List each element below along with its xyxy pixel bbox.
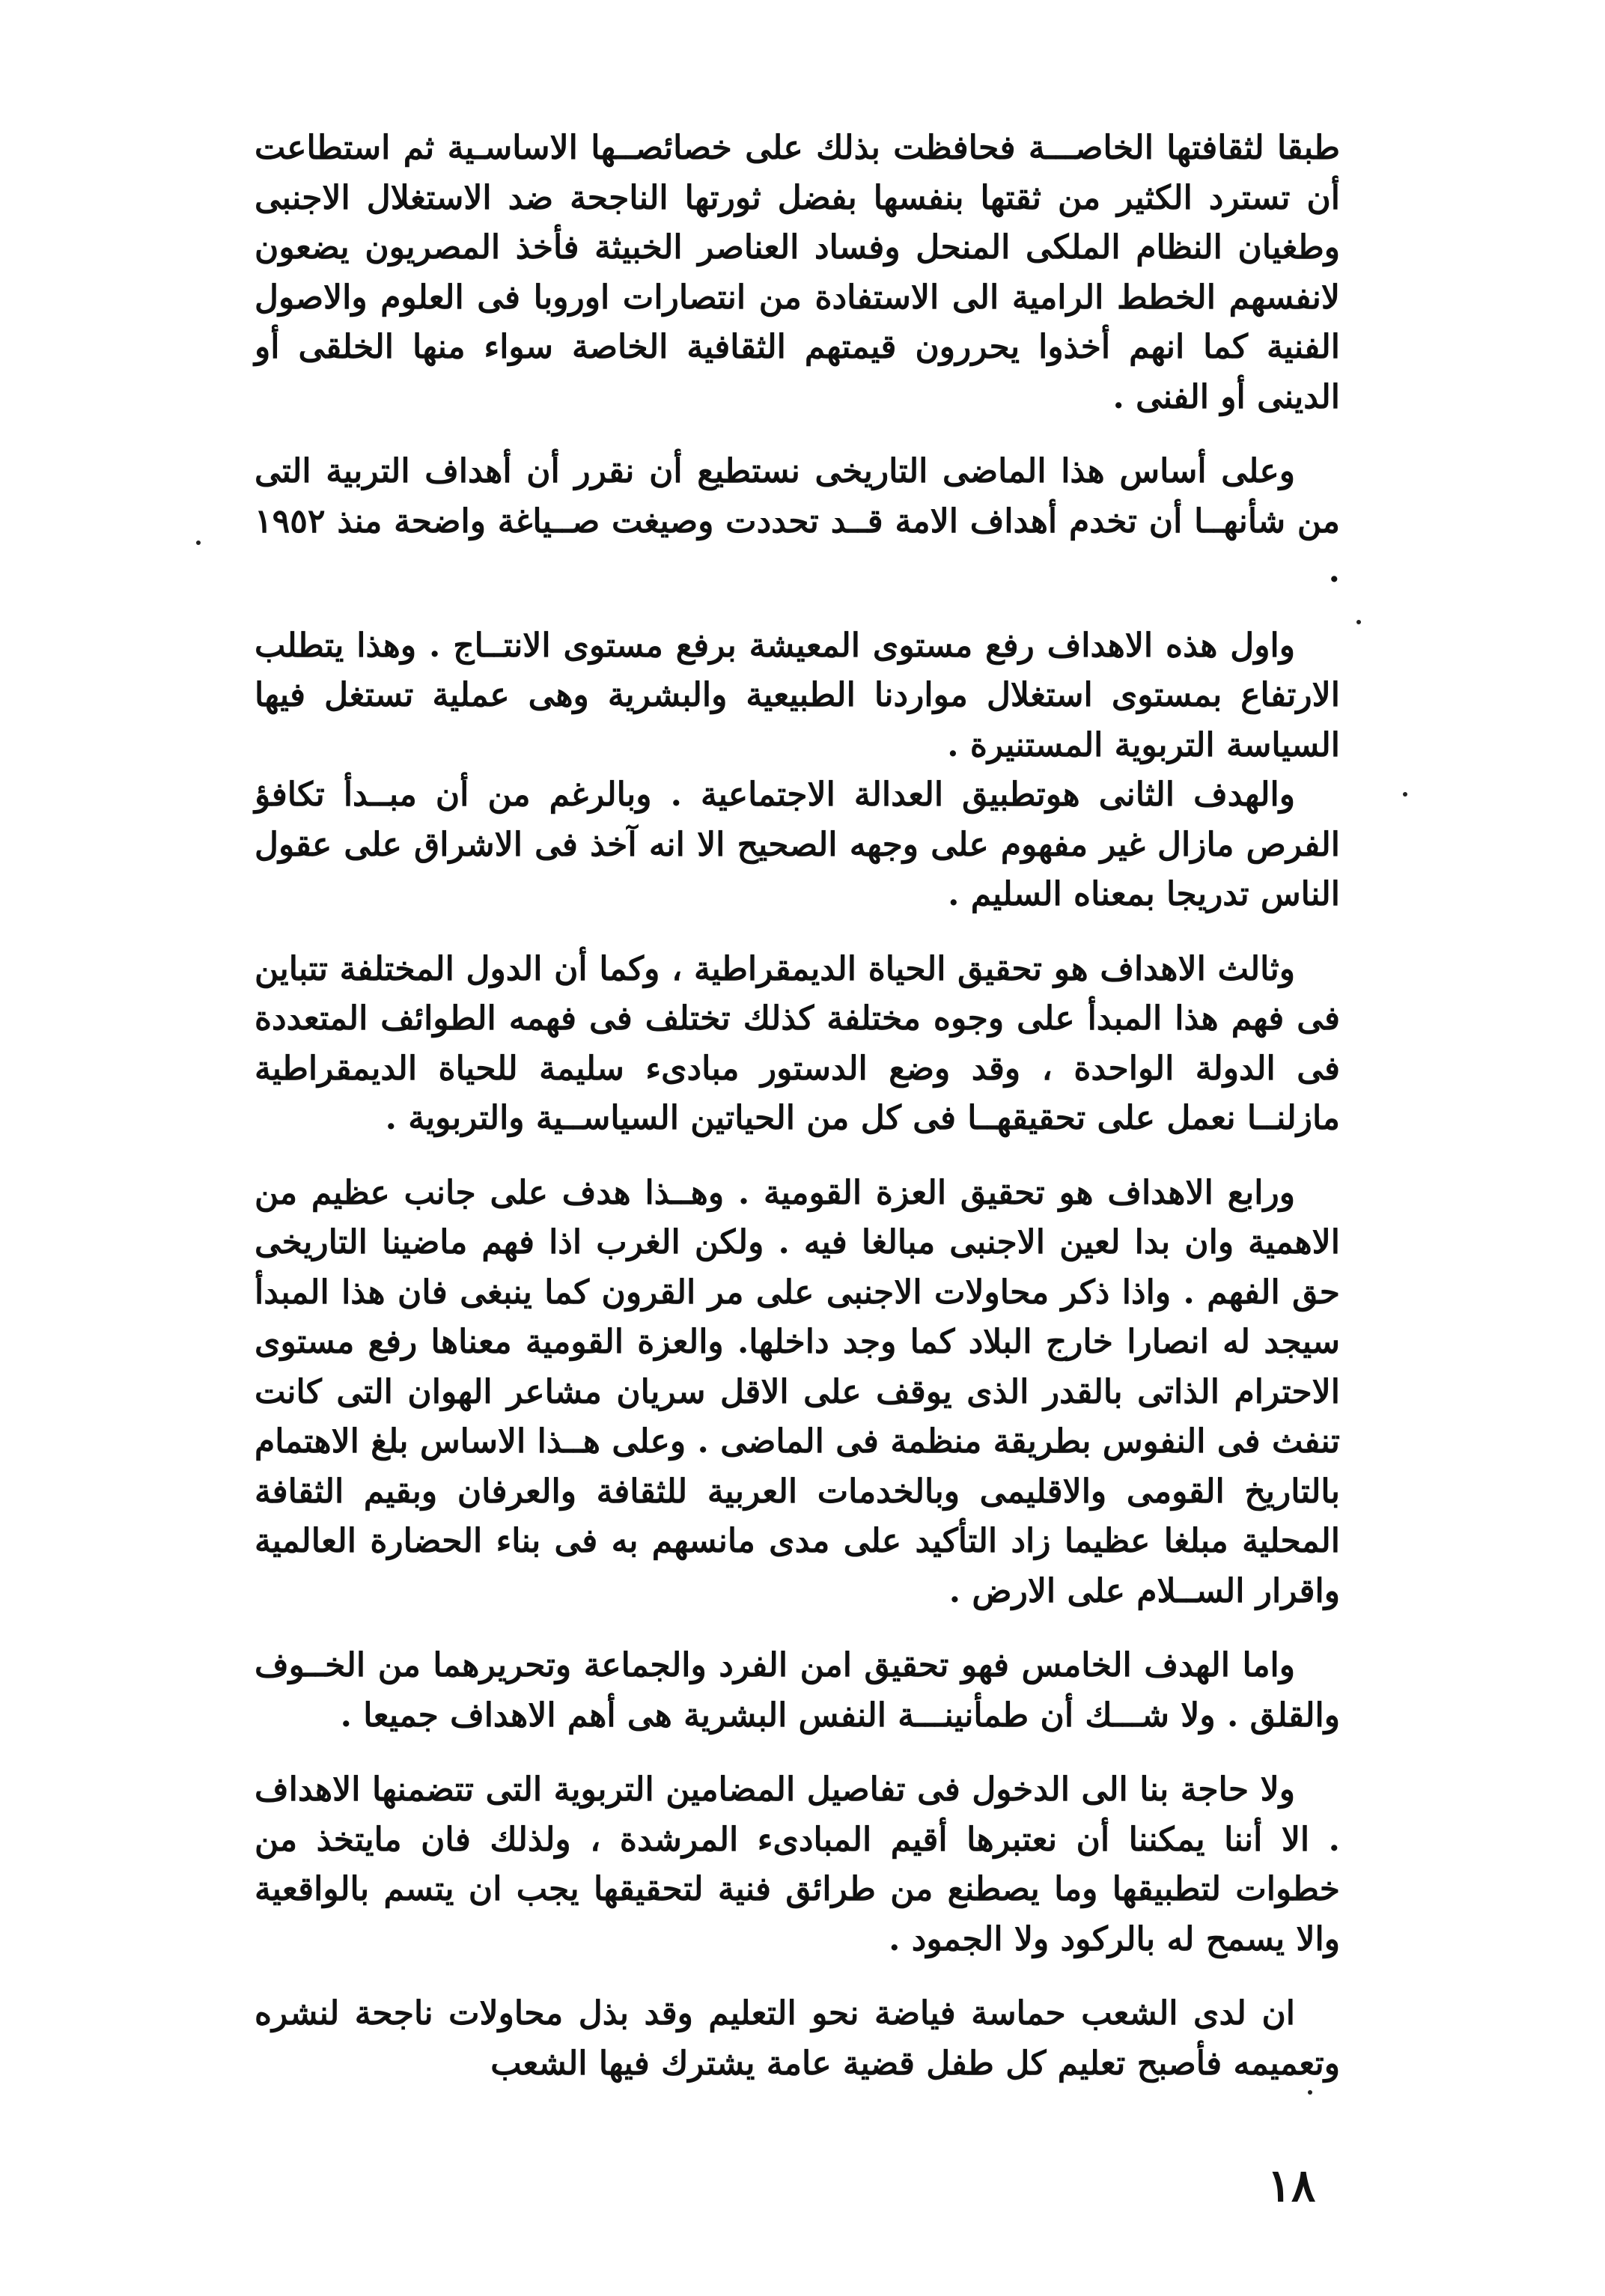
paragraph-second-goal: والهدف الثانى هوتطبيق العدالة الاجتماعية . وبالرغم من أن مبــدأ تكافؤ الفرص مازال غير مفهوم على وجهه الصحيح الا انه آخذ فى الاشراق على عقول الناس تدريجا بمعناه السليم . — [255, 776, 1340, 913]
paragraph-education-goals: وعلى أساس هذا الماضى التاريخى نستطيع أن نقرر أن أهداف التربية التى من شأنهــا أن تخدم أهداف الامة قــد تحددت وصيغت صــياغة واضحة منذ ١٩٥٢ . — [255, 452, 1340, 590]
page-number: ١٨ — [1267, 2160, 1316, 2212]
paragraph-culture: طبقا لثقافتها الخاصـــة فحافظت بذلك على خصائصــها الاساسـية ثم استطاعت أن تسترد الكثير من ثقتها بنفسها بفضل ثورتها الناجحة ضد الاستغلال الاجنبى وطغيان النظام الملكى المنحل وفساد العناصر الخبيثة فأخذ المصريون يضعون لانفسهم الخطط الرامية الى الاستفادة من انتصارات اوروبا فى العلوم والاصول الفنية كما انهم أخذوا يحررون قيمتهم الثقافية الخاصة سواء منها الخلقى أو الدينى أو الفنى . — [255, 129, 1340, 416]
scan-speck — [196, 540, 201, 545]
paragraph-public-enthusiasm: ان لدى الشعب حماسة فياضة نحو التعليم وقد بذل محاولات ناجحة لنشره وتعميمه فأصبح تعليم كل طفل قضية عامة يشترك فيها الشعب — [255, 1994, 1340, 2083]
paragraph-fifth-goal: واما الهدف الخامس فهو تحقيق امن الفرد والجماعة وتحريرهما من الخــوف والقلق . ولا شـــك أن طمأنينـــة النفس البشرية هى أهم الاهداف جميعا . — [255, 1646, 1340, 1735]
scan-speck — [1356, 620, 1361, 624]
paragraph-guiding-principles: ولا حاجة بنا الى الدخول فى تفاصيل المضامين التربوية التى تتضمنها الاهداف . الا أننا يمكننا أن نعتبرها أقيم المبادىء المرشدة ، ولذلك فان مايتخذ من خطوات لتطبيقها وما يصطنع من طرائق فنية لتحقيقها يجب ان يتسم بالواقعية والا يسمح له بالركود ولا الجمود . — [255, 1770, 1340, 1958]
scan-speck — [1403, 792, 1407, 797]
paragraph-first-goal: واول هذه الاهداف رفع مستوى المعيشة برفع مستوى الانتــاج . وهذا يتطلب الارتفاع بمستوى استغلال مواردنا الطبيعية والبشرية وهى عملية تستغل فيها السياسة التربوية المستنيرة . — [255, 626, 1340, 764]
scan-speck — [1308, 2090, 1312, 2095]
paragraph-third-goal: وثالث الاهداف هو تحقيق الحياة الديمقراطية ، وكما أن الدول المختلفة تتباين فى فهم هذا المبدأ على وجوه مختلفة كذلك تختلف فى فهمه الطوائف المتعددة فى الدولة الواحدة ، وقد وضع الدستور مبادىء سليمة للحياة الديمقراطية مازلنــا نعمل على تحقيقهــا فى كل من الحياتين السياســية والتربوية . — [255, 949, 1340, 1137]
body-text — [255, 124, 1340, 2113]
paragraph-fourth-goal: ورابع الاهداف هو تحقيق العزة القومية . وهــذا هدف على جانب عظيم من الاهمية وان بدا لعين الاجنبى مبالغا فيه . ولكن الغرب اذا فهم ماضينا التاريخى حق الفهم . واذا ذكر محاولات الاجنبى على مر القرون كما ينبغى فان هذا المبدأ سيجد له انصارا خارج البلاد كما وجد داخلها. والعزة القومية معناها رفع مستوى الاحترام الذاتى بالقدر الذى يوقف على الاقل سريان مشاعر الهوان التى كانت تنفث فى النفوس بطريقة منظمة فى الماضى . وعلى هــذا الاساس بلغ الاهتمام بالتاريخ القومى والاقليمى وبالخدمات العربية للثقافة والعرفان وبقيم الثقافة المحلية مبلغا عظيما زاد التأكيد على مدى مانسهم به فى بناء الحضارة العالمية واقرار الســلام على الارض . — [255, 1173, 1340, 1610]
